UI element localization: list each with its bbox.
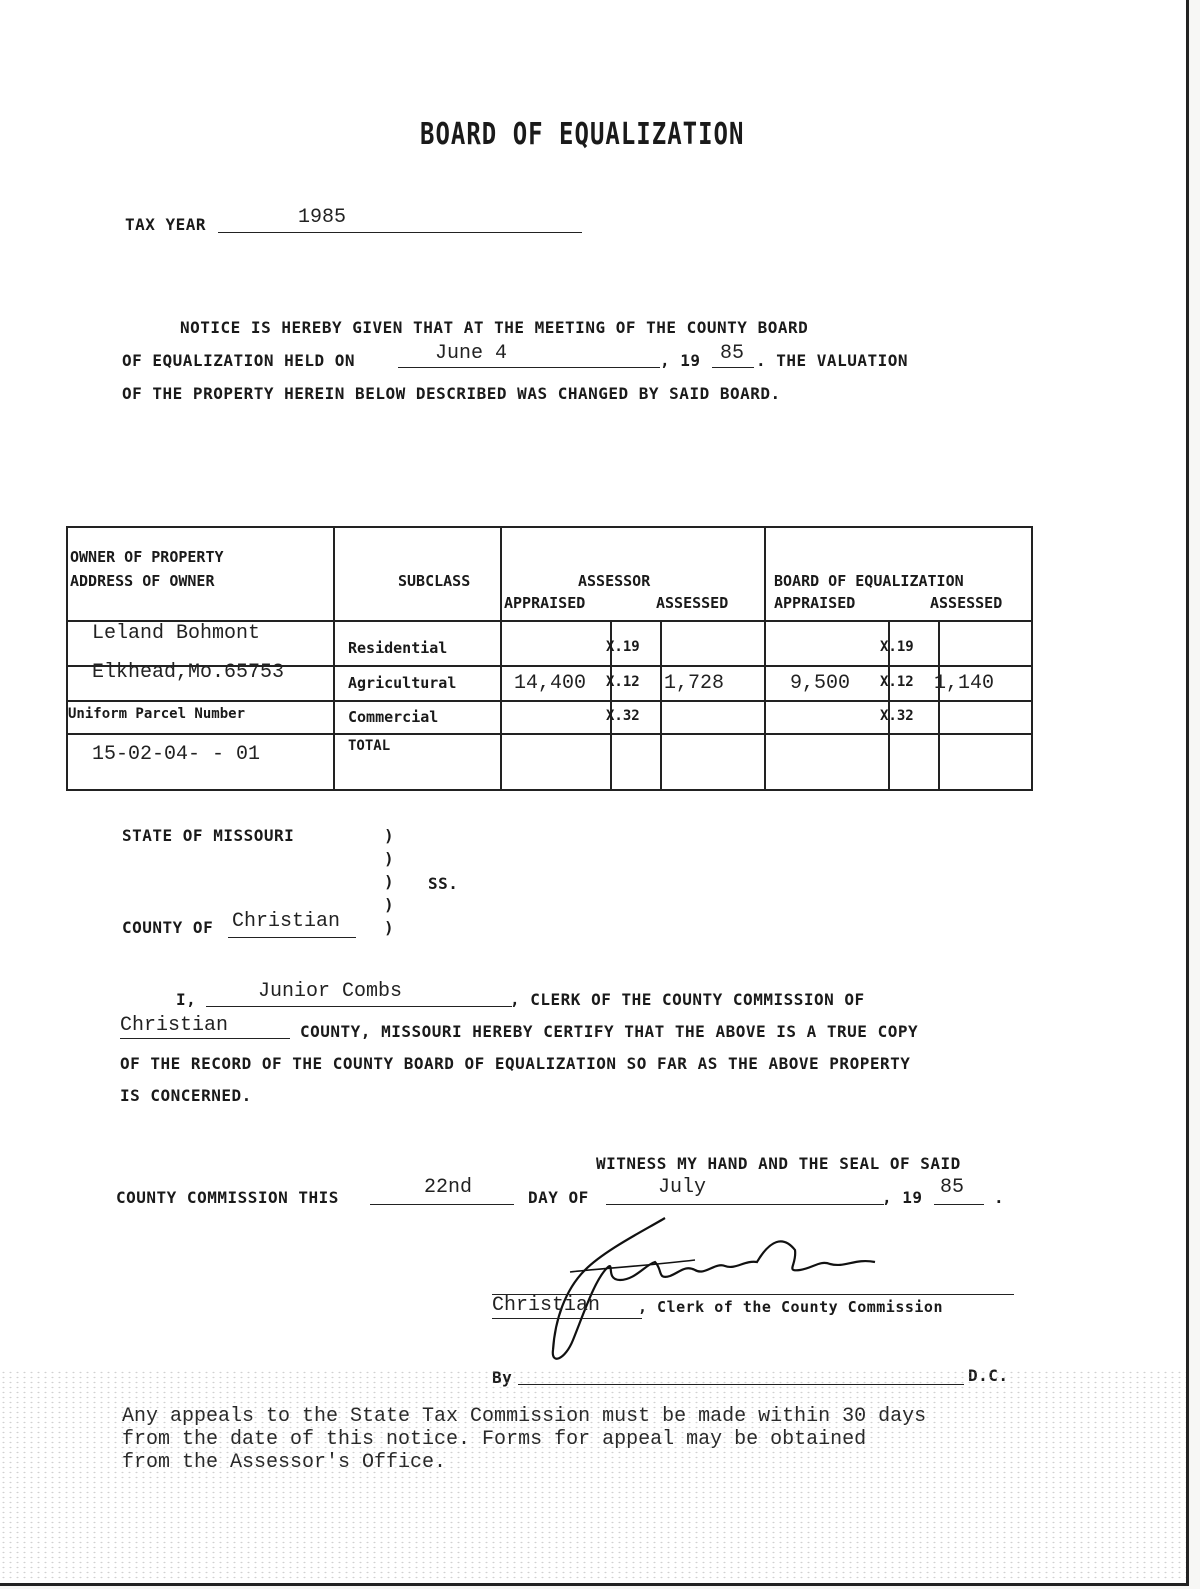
clerk-name-line [206,1006,512,1007]
appeal-notice-line-2: from the date of this notice. Forms for appeal may be obtained [122,1428,867,1451]
witness-year-line [934,1204,984,1205]
venue-paren: ) [384,826,395,845]
dc-label: D.C. [968,1366,1009,1385]
witness-end: . [994,1188,1005,1207]
county-value: Christian [232,910,341,933]
board-multiplier-agricultural: X.12 [880,674,914,690]
assessor-multiplier-residential: X.19 [606,639,640,655]
header-subclass: SUBCLASS [398,572,471,590]
witness-century: , 19 [882,1188,923,1207]
meeting-year-line [712,367,754,368]
board-appraised-agricultural: 9,500 [790,672,851,695]
subclass-total: TOTAL [348,738,391,754]
meeting-date: June 4 [435,342,508,365]
col-divider [660,622,662,789]
handwritten-signature [545,1210,905,1370]
assessor-assessed-agricultural: 1,728 [664,672,725,695]
header-board-assessed: ASSESSED [930,594,1003,612]
header-address: ADDRESS OF OWNER [70,572,215,590]
assessor-multiplier-commercial: X.32 [606,708,640,724]
header-assessor: ASSESSOR [578,572,651,590]
col-divider [938,622,940,789]
witness-month-line [606,1204,884,1205]
witness-day-of: DAY OF [528,1188,589,1207]
col-divider [333,528,335,789]
cert-county: Christian [120,1014,229,1037]
notice-line-1: NOTICE IS HEREBY GIVEN THAT AT THE MEETING OF THE COUNTY BOARD [180,318,809,337]
header-owner: OWNER OF PROPERTY [70,548,224,566]
ss-label: SS. [428,874,459,893]
header-board: BOARD OF EQUALIZATION [774,572,964,590]
page-title: BOARD OF EQUALIZATION [420,116,745,152]
county-label: COUNTY OF [122,918,214,937]
cert-line-3: OF THE RECORD OF THE COUNTY BOARD OF EQUALIZATION SO FAR AS THE ABOVE PROPERTY [120,1054,911,1073]
witness-month: July [658,1176,707,1199]
witness-year: 85 [940,1176,965,1199]
board-multiplier-residential: X.19 [880,639,914,655]
subclass-residential: Residential [348,639,448,657]
venue-paren: ) [384,872,395,891]
witness-day-line [370,1204,514,1205]
header-board-appraised: APPRAISED [774,594,856,612]
meeting-year: 85 [720,342,745,365]
board-assessed-agricultural: 1,140 [934,672,995,695]
cert-clerk-text: , CLERK OF THE COUNTY COMMISSION OF [510,990,865,1009]
subclass-agricultural: Agricultural [348,674,457,692]
cert-i: I, [176,990,197,1009]
appeal-notice-line-3: from the Assessor's Office. [122,1451,447,1474]
appeal-notice-line-1: Any appeals to the State Tax Commission must be made within 30 days [122,1405,927,1428]
venue-paren: ) [384,918,395,937]
col-divider [500,528,502,789]
cert-county-line [120,1038,290,1039]
header-assessor-appraised: APPRAISED [504,594,586,612]
parcel-number: 15-02-04- - 01 [92,743,261,766]
assessor-appraised-agricultural: 14,400 [514,672,587,695]
meeting-century: , 19 [660,351,701,370]
clerk-name: Junior Combs [258,980,403,1003]
valuation-table [66,526,1033,791]
witness-day: 22nd [424,1176,473,1199]
owner-address: Elkhead,Mo.65753 [92,661,285,684]
venue-paren: ) [384,849,395,868]
by-label: By [492,1368,513,1387]
tax-year-label: TAX YEAR [125,215,207,234]
notice-line-3: OF THE PROPERTY HEREIN BELOW DESCRIBED WAS CHANGED BY SAID BOARD. [122,384,781,403]
county-line [228,937,356,938]
venue-paren: ) [384,895,395,914]
cert-line-4: IS CONCERNED. [120,1086,252,1105]
parcel-label: Uniform Parcel Number [68,706,246,722]
board-multiplier-commercial: X.32 [880,708,914,724]
row-divider [68,700,1031,702]
signature-title: , Clerk of the County Commission [638,1298,943,1316]
owner-name: Leland Bohmont [92,622,261,645]
cert-line-2: COUNTY, MISSOURI HEREBY CERTIFY THAT THE ABOVE IS A TRUE COPY [300,1022,919,1041]
appeal-notice [122,1405,926,1474]
scan-noise [0,1370,1186,1580]
col-divider [764,528,766,789]
header-assessor-assessed: ASSESSED [656,594,729,612]
signature-county: Christian [492,1294,601,1317]
row-divider [68,733,1031,735]
witness-line-1: WITNESS MY HAND AND THE SEAL OF SAID [596,1154,961,1173]
tax-year-line [218,232,582,233]
notice-line-2-prefix: OF EQUALIZATION HELD ON [122,351,356,370]
notice-line-2-suffix: . THE VALUATION [756,351,908,370]
meeting-date-line [398,367,660,368]
state-label: STATE OF MISSOURI [122,826,295,845]
witness-prefix: COUNTY COMMISSION THIS [116,1188,339,1207]
tax-year-value: 1985 [298,206,347,229]
assessor-multiplier-agricultural: X.12 [606,674,640,690]
signature-county-line [492,1318,642,1319]
subclass-commercial: Commercial [348,708,439,726]
